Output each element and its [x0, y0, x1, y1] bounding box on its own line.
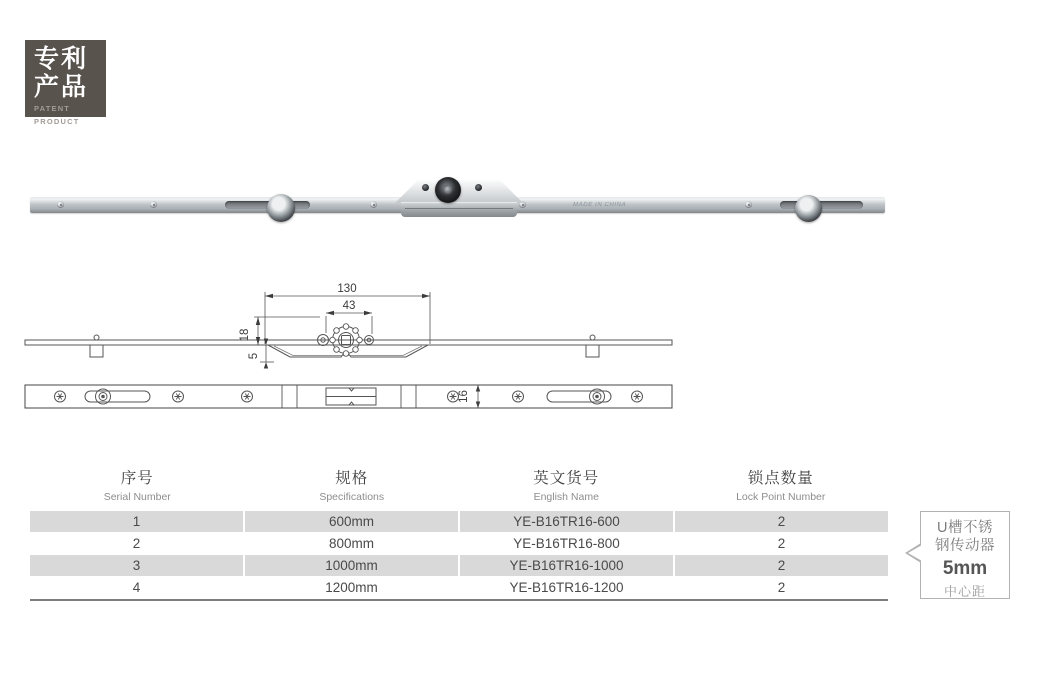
cell-name: YE-B16TR16-800 — [513, 536, 620, 551]
cell-spec: 800mm — [328, 536, 374, 551]
cell-lockpoints: 2 — [675, 555, 888, 576]
dim-cover-width: 130 — [337, 283, 357, 295]
lock-roller-right — [795, 195, 822, 222]
patent-badge-zh-line2: 产品 — [34, 73, 89, 101]
callout-note: 中心距 — [943, 584, 986, 600]
col-header-lockpoints — [674, 466, 889, 503]
col-header-lockpoints-zh: 锁点数量 — [747, 470, 814, 487]
table-row — [30, 555, 888, 576]
gearbox-screw — [475, 184, 482, 191]
patent-badge-zh-line1: 专利 — [34, 45, 89, 73]
cell-spec: 600mm — [245, 511, 458, 532]
col-header-name — [459, 466, 674, 503]
dim-hole-spacing: 43 — [342, 300, 356, 312]
cell-spec: 1000mm — [245, 555, 458, 576]
cell-name: YE-B16TR16-600 — [460, 511, 673, 532]
cell-spec: 1200mm — [325, 580, 378, 595]
patent-badge-en-line1: PATENT — [34, 104, 71, 113]
cell-serial: 2 — [132, 536, 141, 551]
engraving-text: MADE IN CHINA — [572, 202, 627, 208]
dimension-5 — [248, 339, 274, 369]
drive-gear — [435, 177, 461, 203]
product-callout — [920, 511, 1010, 599]
gearbox-body — [401, 202, 517, 217]
table-row — [30, 577, 888, 598]
dimension-16 — [458, 385, 480, 408]
callout-line2: 钢传动器 — [935, 538, 995, 555]
rivet — [150, 201, 157, 208]
col-header-serial-zh: 序号 — [120, 470, 154, 487]
callout-line1: U槽不锈 — [937, 520, 993, 536]
dim-mech-height: 18 — [239, 328, 251, 342]
patent-badge-en-line2: PRODUCT — [34, 116, 80, 126]
gearbox-screw — [422, 184, 429, 191]
cell-lockpoints: 2 — [675, 511, 888, 532]
rivet — [745, 201, 752, 208]
cell-name: YE-B16TR16-1000 — [460, 555, 673, 576]
lock-roller-left — [267, 194, 295, 222]
col-header-serial — [30, 466, 245, 503]
cell-name: YE-B16TR16-1200 — [509, 580, 624, 595]
table-row — [30, 511, 888, 532]
col-header-lockpoints-en: Lock Point Number — [736, 491, 826, 503]
dimension-18 — [239, 317, 320, 345]
side-view — [25, 324, 672, 360]
patent-badge — [25, 40, 106, 126]
dimension-43 — [326, 300, 372, 334]
rivet — [370, 201, 377, 208]
col-header-serial-en: Serial Number — [103, 491, 171, 503]
callout-size: 5mm — [942, 558, 988, 580]
col-header-spec — [245, 466, 460, 503]
col-header-spec-en: Specifications — [319, 491, 385, 503]
col-header-name-en: English Name — [533, 491, 599, 503]
cell-lockpoints: 2 — [777, 536, 786, 551]
table-row — [30, 533, 888, 554]
rivet — [57, 201, 64, 208]
dim-offset: 5 — [248, 352, 260, 360]
plan-view — [25, 385, 672, 408]
table-header-row — [30, 462, 888, 511]
dim-bar-width: 16 — [458, 390, 470, 403]
col-header-name-zh: 英文货号 — [533, 470, 600, 487]
technical-drawing — [20, 278, 680, 420]
spec-table — [30, 462, 888, 601]
col-header-spec-zh: 规格 — [335, 470, 369, 487]
dimension-130 — [265, 283, 430, 344]
cell-lockpoints: 2 — [777, 580, 786, 595]
cell-serial: 3 — [30, 555, 243, 576]
cell-serial: 4 — [132, 580, 141, 595]
cell-serial: 1 — [30, 511, 243, 532]
product-photo — [28, 178, 888, 226]
